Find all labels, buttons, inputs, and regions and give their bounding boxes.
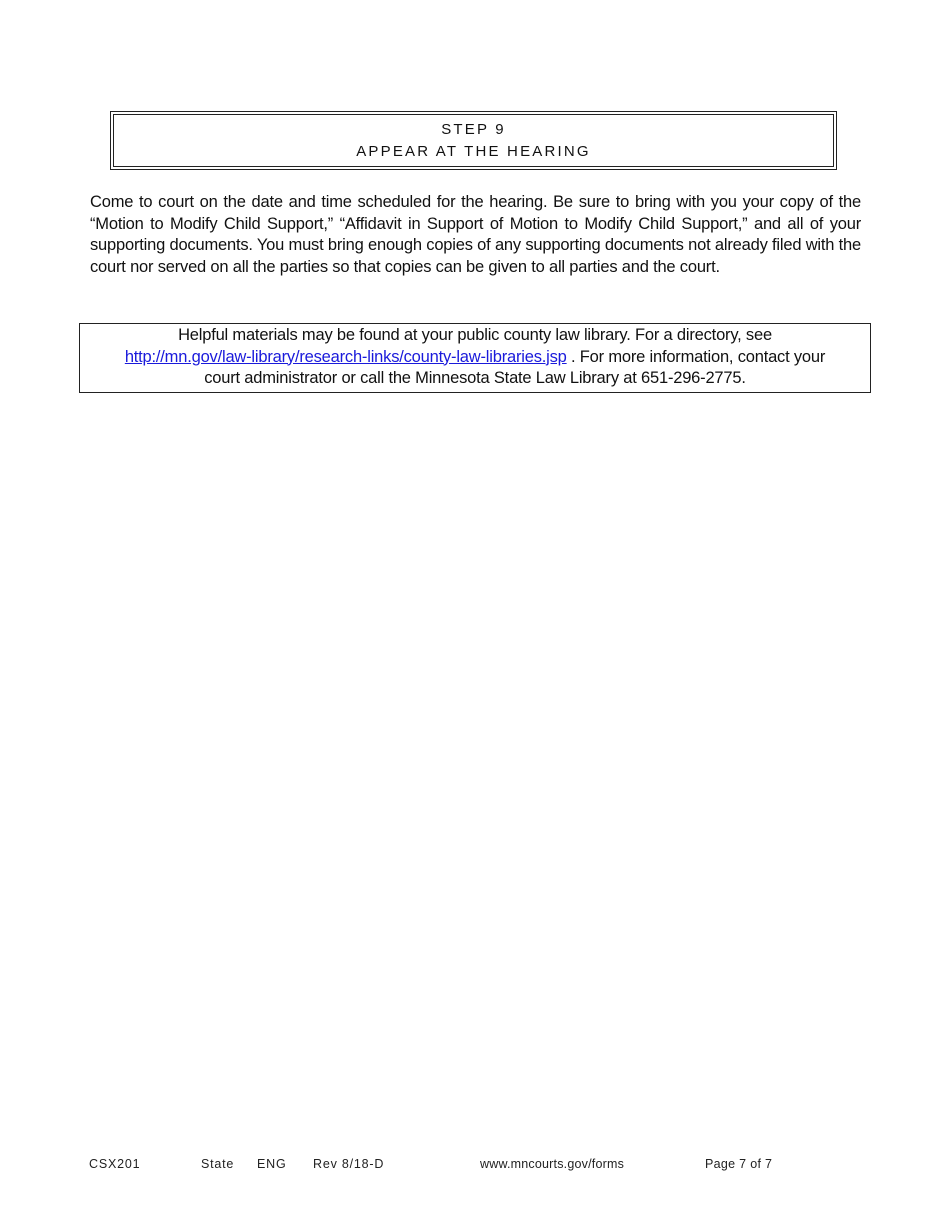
help-materials-box (79, 323, 871, 393)
step-title: APPEAR AT THE HEARING (356, 142, 591, 160)
help-line-3: court administrator or call the Minnesota State Law Library at 651-296-2775. (204, 369, 746, 387)
step-header-inner (113, 114, 834, 167)
step-number: STEP 9 (441, 120, 506, 138)
footer-page-number: Page 7 of 7 (705, 1157, 773, 1171)
step-header-box (110, 111, 837, 170)
county-law-libraries-link[interactable]: http://mn.gov/law-library/research-links/county-law-libraries.jsp (124, 347, 567, 366)
footer-form-code: CSX201 (89, 1157, 141, 1171)
instructions-paragraph: Come to court on the date and time scheduled for the hearing. Be sure to bring with you your copy of the “Motion to Modify Child Support,” “Affidavit in Support of Motion to Modify Child Support,” and all of your supporting documents. You must bring enough copies of any supporting documents not already filed with the court nor served on all the parties so that copies can be given to all parties and the court. (90, 193, 861, 276)
footer-jurisdiction: State (201, 1157, 235, 1171)
footer-language: ENG (257, 1157, 287, 1171)
footer-website: www.mncourts.gov/forms (480, 1157, 625, 1171)
footer-revision: Rev 8/18-D (313, 1157, 385, 1171)
help-line-1: Helpful materials may be found at your public county law library. For a directory, see (178, 326, 772, 344)
help-line-2-rest: . For more information, contact your (566, 347, 826, 366)
